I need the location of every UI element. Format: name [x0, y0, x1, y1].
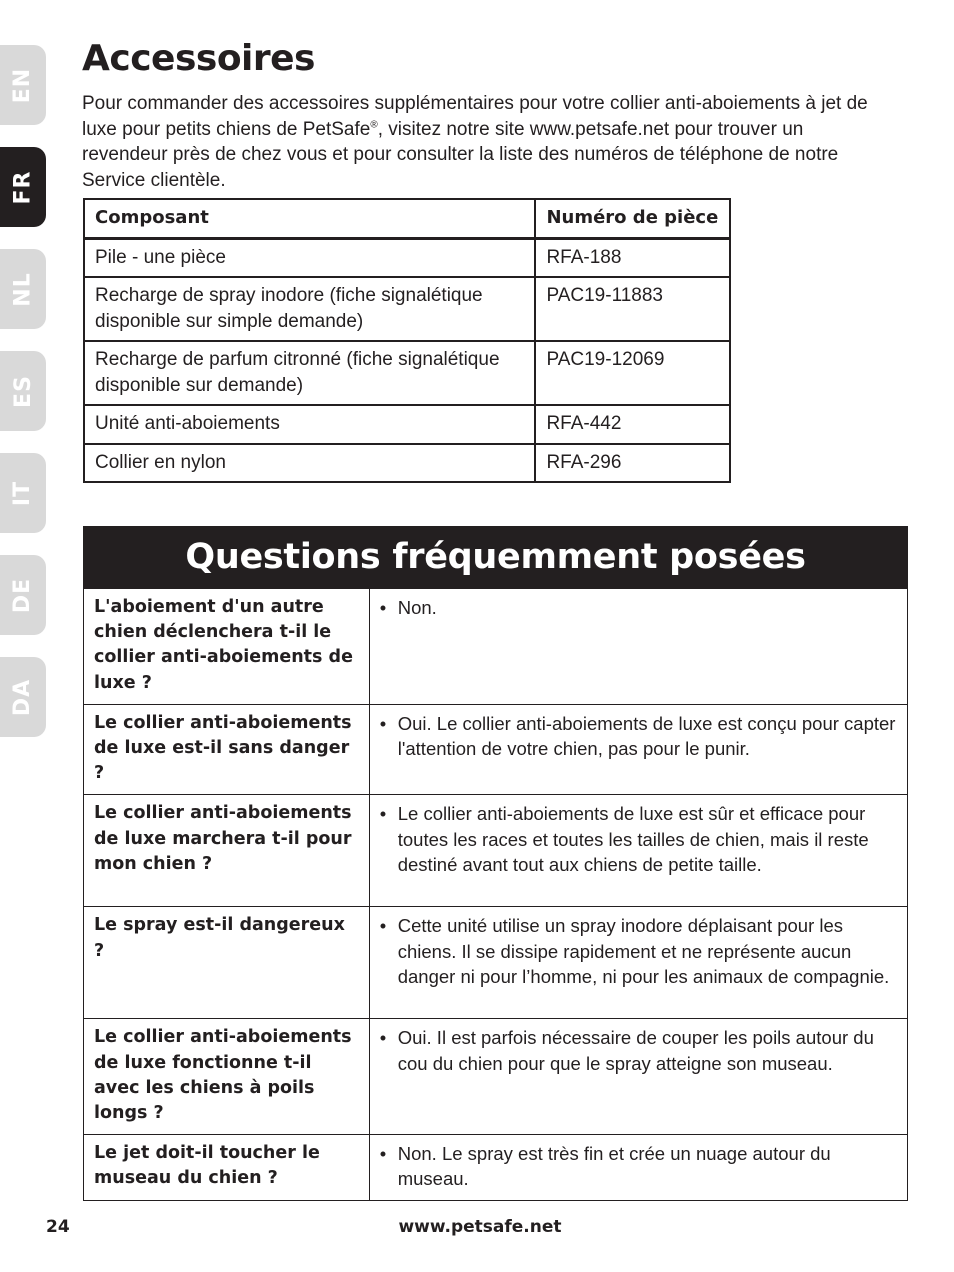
faq-table [83, 588, 908, 1201]
tab-language-de[interactable] [0, 555, 46, 635]
faq-question: L'aboiement d'un autre chien déclenchera t-il le collier anti-aboiements de luxe ? [84, 589, 370, 705]
tab-language-label: DE [10, 577, 36, 613]
faq-question: Le collier anti-aboiements de luxe est-il sans danger ? [84, 704, 370, 795]
faq-row [84, 1135, 908, 1200]
bullet-icon: • [379, 1027, 387, 1049]
faq-row [84, 704, 908, 795]
component-cell: Recharge de parfum citronné (fiche signalétique disponible sur demande) [84, 341, 535, 405]
tab-language-label: FR [10, 170, 36, 204]
part-number-cell: RFA-188 [535, 238, 730, 277]
faq-answer [369, 1019, 907, 1135]
bullet-icon: • [379, 803, 387, 825]
faq-answer-text: Oui. Le collier anti-aboiements de luxe est conçu pour capter l'attention de votre chien, pas pour le punir. [397, 712, 896, 760]
tab-language-fr[interactable] [0, 147, 46, 227]
tab-language-label: IT [10, 480, 36, 506]
faq-answer-text: Le collier anti-aboiements de luxe est sûr et efficace pour toutes les races et toutes les tailles de chien, mais il reste destiné avant tout aux chiens de petite taille. [397, 803, 869, 875]
faq-answer [369, 589, 907, 705]
part-number-cell: RFA-296 [535, 444, 730, 483]
faq-title: Questions fréquemment posées [185, 537, 806, 577]
accessories-intro [82, 91, 872, 193]
tab-language-da[interactable] [0, 657, 46, 737]
part-number-cell: PAC19-11883 [535, 277, 730, 341]
accessories-table [83, 198, 731, 483]
faq-answer [369, 704, 907, 795]
faq-question: Le jet doit-il toucher le museau du chien ? [84, 1135, 370, 1200]
faq-row [84, 589, 908, 705]
faq-row [84, 795, 908, 907]
table-row [84, 405, 730, 444]
bullet-icon: • [379, 915, 387, 937]
component-cell: Collier en nylon [84, 444, 535, 483]
accessories-title: Accessoires [82, 38, 315, 79]
component-cell: Unité anti-aboiements [84, 405, 535, 444]
faq-banner [83, 526, 908, 588]
page-number: 24 [46, 1217, 70, 1237]
bullet-icon: • [379, 597, 387, 618]
faq-question: Le collier anti-aboiements de luxe marchera t-il pour mon chien ? [84, 795, 370, 907]
component-cell: Recharge de spray inodore (fiche signalétique disponible sur simple demande) [84, 277, 535, 341]
faq-answer [369, 795, 907, 907]
faq-answer-text: Non. [397, 597, 437, 618]
tab-language-nl[interactable] [0, 249, 46, 329]
faq-row [84, 907, 908, 1019]
faq-question: Le collier anti-aboiements de luxe fonctionne t-il avec les chiens à poils longs ? [84, 1019, 370, 1135]
table-header-row [84, 199, 730, 238]
table-row [84, 341, 730, 405]
faq-answer [369, 1135, 907, 1200]
faq-row [84, 1019, 908, 1135]
faq-answer-text: Cette unité utilise un spray inodore déplaisant pour les chiens. Il se dissipe rapidement et ne représente aucun danger ni pour l’homme, ni pour les animaux de compagnie. [397, 915, 890, 987]
intro-text-start: Pour commander des accessoires supplémentaires pour votre collier anti-aboiements à jet de luxe pour petits chiens de PetSafe [82, 93, 868, 140]
faq-answer [369, 907, 907, 1019]
tab-language-es[interactable] [0, 351, 46, 431]
tab-language-label: DA [10, 678, 36, 716]
registered-mark: ® [370, 119, 378, 131]
tab-language-en[interactable] [0, 45, 46, 125]
part-number-cell: PAC19-12069 [535, 341, 730, 405]
table-row [84, 238, 730, 277]
bullet-icon: • [379, 1143, 387, 1165]
bullet-icon: • [379, 712, 387, 734]
column-header-component: Composant [84, 199, 535, 238]
table-row [84, 444, 730, 483]
part-number-cell: RFA-442 [535, 405, 730, 444]
intro-text-end: , visitez notre site www.petsafe.net pour trouver un revendeur près de chez vous et pour consulter la liste des numéros de téléphone de notre Service clientèle. [82, 118, 839, 191]
faq-answer-text: Non. Le spray est très fin et crée un nuage autour du museau. [397, 1143, 831, 1190]
footer-url: www.petsafe.net [398, 1217, 562, 1237]
tab-language-label: NL [10, 271, 36, 307]
tab-language-it[interactable] [0, 453, 46, 533]
column-header-part-number: Numéro de pièce [535, 199, 730, 238]
tab-language-label: EN [10, 67, 36, 103]
tab-language-label: ES [10, 374, 36, 408]
faq-answer-text: Oui. Il est parfois nécessaire de couper les poils autour du cou du chien pour que le spray atteigne son museau. [397, 1027, 874, 1074]
component-cell: Pile - une pièce [84, 238, 535, 277]
faq-question: Le spray est-il dangereux ? [84, 907, 370, 1019]
table-row [84, 277, 730, 341]
